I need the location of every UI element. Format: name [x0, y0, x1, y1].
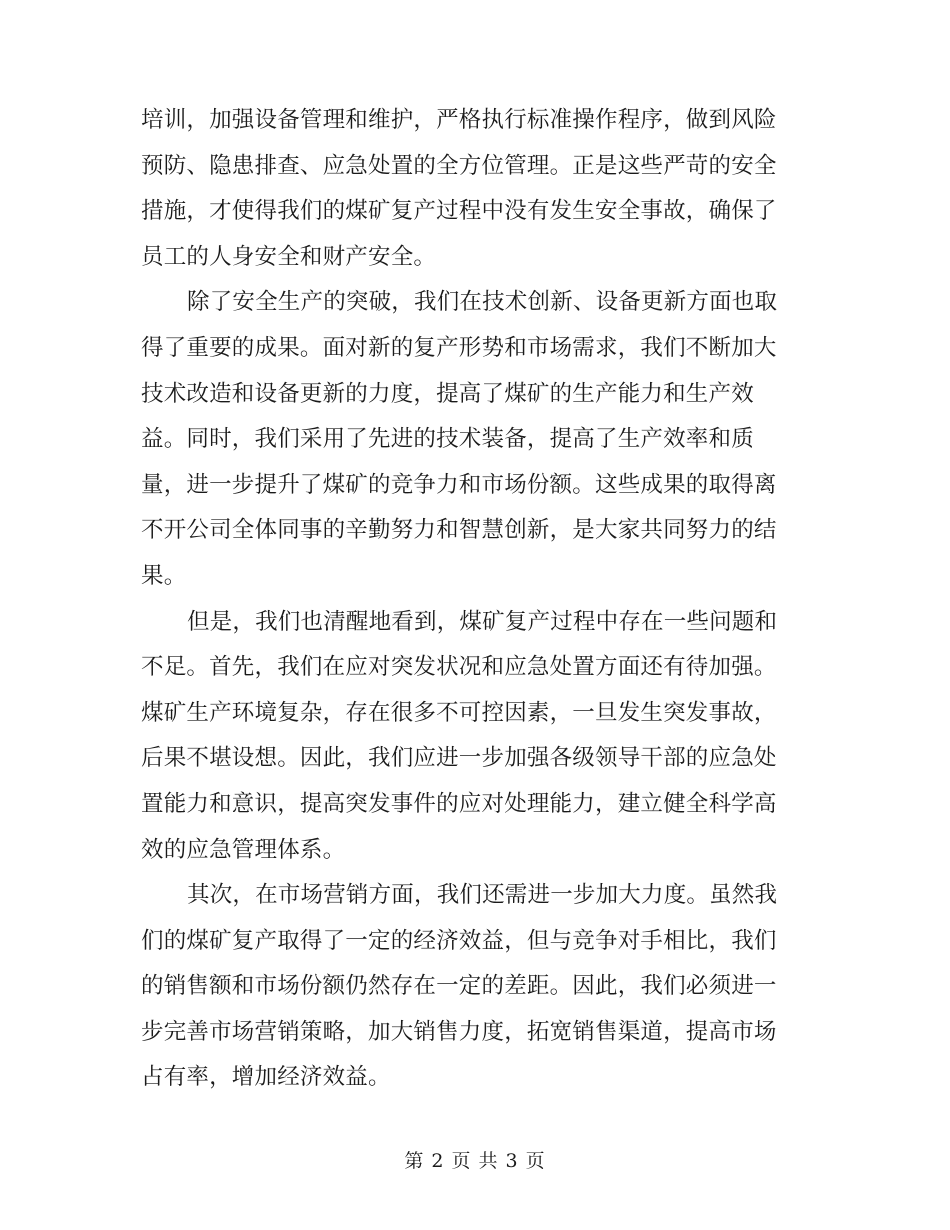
text-line: 预防、隐患排查、应急处置的全方位管理。正是这些严苛的安全: [141, 152, 777, 179]
paragraph-first-line: 除了安全生产的突破，我们在技术创新、设备更新方面也取: [187, 289, 778, 316]
text-line: 益。同时，我们采用了先进的技术装备，提高了生产效率和质: [141, 426, 754, 453]
text-line: 培训，加强设备管理和维护，严格执行标准操作程序，做到风险: [141, 107, 777, 133]
text-line: 煤矿生产环境复杂，存在很多不可控因素，一旦发生突发事故，: [141, 699, 777, 726]
text-line: 置能力和意识，提高突发事件的应对处理能力，建立健全科学高: [141, 790, 777, 817]
text-line: 步完善市场营销策略，加大销售力度，拓宽销售渠道，提高市场: [141, 1018, 777, 1045]
body-text: [141, 98, 801, 1101]
text-line: 效的应急管理体系。: [141, 836, 346, 863]
text-line: 措施，才使得我们的煤矿复产过程中没有发生安全事故，确保了: [141, 198, 777, 225]
paragraph-first-line: 但是，我们也清醒地看到，煤矿复产过程中存在一些问题和: [187, 608, 778, 635]
text-line: 员工的人身安全和财产安全。: [141, 243, 437, 270]
text-line: 不开公司全体同事的辛勤努力和智慧创新，是大家共同努力的结: [141, 517, 777, 544]
text-line: 技术改造和设备更新的力度，提高了煤矿的生产能力和生产效: [141, 380, 754, 407]
text-line: 得了重要的成果。面对新的复产形势和市场需求，我们不断加大: [141, 334, 777, 361]
text-line: 果。: [141, 562, 187, 589]
text-line: 量，进一步提升了煤矿的竞争力和市场份额。这些成果的取得离: [141, 471, 777, 498]
text-line: 的销售额和市场份额仍然存在一定的差距。因此，我们必须进一: [141, 973, 777, 1000]
text-line: 后果不堪设想。因此，我们应进一步加强各级领导干部的应急处: [141, 745, 777, 772]
text-line: 占有率，增加经济效益。: [141, 1064, 391, 1091]
text-line: 不足。首先，我们在应对突发状况和应急处置方面还有待加强。: [141, 654, 777, 681]
page-number-footer: 第 2 页 共 3 页: [404, 1150, 546, 1172]
paragraph-first-line: 其次，在市场营销方面，我们还需进一步加大力度。虽然我: [187, 882, 778, 909]
text-line: 们的煤矿复产取得了一定的经济效益，但与竞争对手相比，我们: [141, 927, 777, 954]
